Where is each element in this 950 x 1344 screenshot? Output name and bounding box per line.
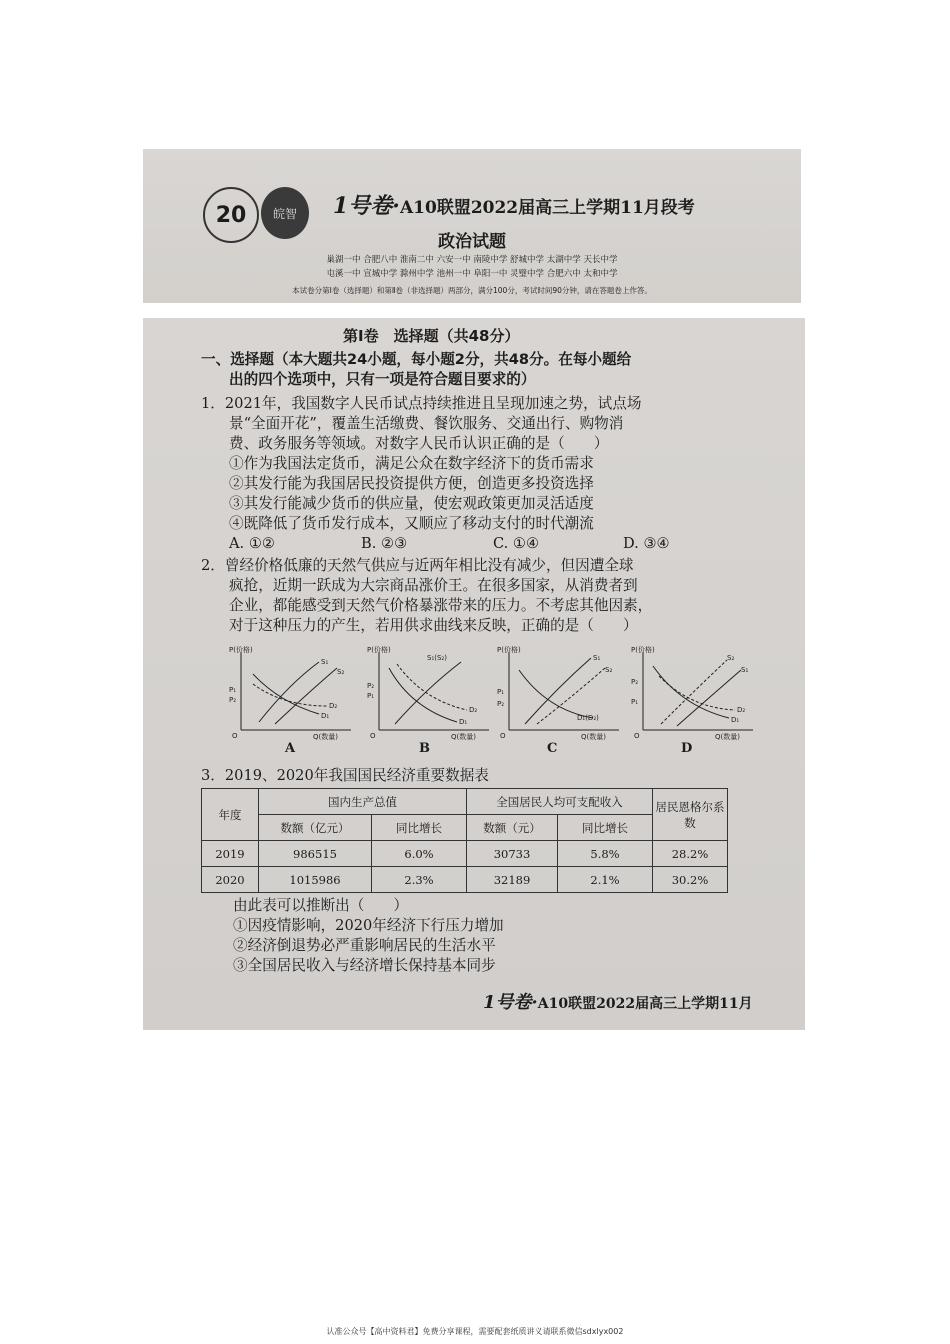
svg-text:D₁: D₁ <box>731 716 740 724</box>
svg-text:O: O <box>500 732 506 740</box>
svg-text:P₂: P₂ <box>229 696 237 704</box>
col-gdp-growth: 同比增长 <box>372 815 467 841</box>
q3-option-2: ②经济倒退势必严重影响居民的生活水平 <box>233 937 496 954</box>
svg-text:O: O <box>370 732 376 740</box>
economic-data-table <box>201 788 728 893</box>
q1-option-1: ①作为我国法定货币，满足公众在数字经济下的货币需求 <box>229 455 594 472</box>
svg-text:P₂: P₂ <box>497 700 505 708</box>
col-year: 年度 <box>202 789 259 841</box>
svg-text:P₁: P₁ <box>229 686 237 694</box>
table-header-row <box>202 789 728 815</box>
body-photo <box>143 318 805 1030</box>
svg-text:S₁(S₂): S₁(S₂) <box>427 654 447 662</box>
table-row: 2019 986515 6.0% 30733 5.8% 28.2% <box>202 841 728 867</box>
q2-line-3: 企业，都能感受到天然气价格暴涨带来的压力。不考虑其他因素， <box>229 597 653 614</box>
svg-text:D₁: D₁ <box>459 718 468 726</box>
svg-text:P(价格): P(价格) <box>497 646 521 654</box>
q3-option-1: ①因疫情影响，2020年经济下行压力增加 <box>233 917 504 934</box>
svg-text:S₂: S₂ <box>727 654 735 662</box>
col-income-growth: 同比增长 <box>558 815 653 841</box>
section-title: 第Ⅰ卷 选择题（共48分） <box>343 327 520 345</box>
header-photo <box>143 149 801 303</box>
svg-text:P(价格): P(价格) <box>367 646 391 654</box>
q1-choice-b: B. ②③ <box>361 535 408 552</box>
svg-text:O: O <box>232 732 238 740</box>
q1-line-2: 景“全面开花”，覆盖生活缴费、餐饮服务、交通出行、购物消 <box>229 415 624 432</box>
svg-text:Q(数量): Q(数量) <box>313 733 338 740</box>
svg-text:O: O <box>634 732 640 740</box>
svg-text:D₁: D₁ <box>321 712 330 720</box>
q1-choice-c: C. ①④ <box>493 535 540 552</box>
header-brand: 1号卷·A10联盟2022届高三上学期11月段考 <box>333 193 695 219</box>
svg-text:Q(数量): Q(数量) <box>581 733 606 740</box>
svg-text:D₁(D₂): D₁(D₂) <box>577 714 599 722</box>
schools-line-2: 屯溪一中 宣城中学 滁州中学 池州一中 阜阳一中 灵璧中学 合肥六中 太和中学 <box>326 269 618 279</box>
svg-text:P₁: P₁ <box>367 692 375 700</box>
q3-title: 3．2019、2020年我国国民经济重要数据表 <box>201 767 489 784</box>
svg-text:D₂: D₂ <box>329 702 338 710</box>
q1-option-3: ③其发行能减少货币的供应量，使宏观政策更加灵活适度 <box>229 495 594 512</box>
svg-text:Q(数量): Q(数量) <box>451 733 476 740</box>
supply-demand-graph-a <box>229 644 359 740</box>
q1-line-3: 费、政务服务等领域。对数字人民币认识正确的是（ ） <box>229 435 609 452</box>
svg-text:P(价格): P(价格) <box>631 646 655 654</box>
q2-line-1: 2．曾经价格低廉的天然气供应与近两年相比没有减少，但因遭全球 <box>201 557 634 574</box>
svg-text:P₂: P₂ <box>631 678 639 686</box>
graph-b-label: B <box>419 741 430 756</box>
svg-text:P(价格): P(价格) <box>229 646 253 654</box>
school-seal-icon: 皖智 <box>261 187 309 239</box>
svg-text:P₂: P₂ <box>367 682 375 690</box>
graph-d-label: D <box>681 741 693 756</box>
svg-text:P₁: P₁ <box>497 688 505 696</box>
exam-title: 政治试题 <box>438 232 506 252</box>
q1-option-4: ④既降低了货币发行成本，又顺应了移动支付的时代潮流 <box>229 515 594 532</box>
q1-option-2: ②其发行能为我国居民投资提供方便，创造更多投资选择 <box>229 475 594 492</box>
supply-demand-graph-b <box>367 644 497 740</box>
q2-line-4: 对于这种压力的产生，若用供求曲线来反映，正确的是（ ） <box>229 617 638 634</box>
table-subheader-row <box>202 815 728 841</box>
q2-line-2: 疯抢，近期一跃成为大宗商品涨价王。在很多国家，从消费者到 <box>229 577 638 594</box>
q1-choice-d: D. ③④ <box>623 535 670 552</box>
col-income-amount: 数额（元） <box>467 815 558 841</box>
supply-demand-graph-d <box>631 644 761 740</box>
svg-text:S₁: S₁ <box>741 666 749 674</box>
q1-choice-a: A. ①② <box>229 535 275 552</box>
col-engel: 居民恩格尔系数 <box>653 789 728 841</box>
col-income: 全国居民人均可支配收入 <box>467 789 653 815</box>
svg-text:P₁: P₁ <box>631 698 639 706</box>
q1-line-1: 1．2021年，我国数字人民币试点持续推进且呈现加速之势，试点场 <box>201 395 642 412</box>
svg-text:S₂: S₂ <box>605 666 613 674</box>
supply-demand-graph-c <box>497 644 627 740</box>
svg-text:Q(数量): Q(数量) <box>715 733 740 740</box>
col-gdp-amount: 数额（亿元） <box>259 815 372 841</box>
svg-text:S₁: S₁ <box>321 658 329 666</box>
page-footer: 认准公众号【高中资料君】免费分享课程，需要配套纸质讲义请联系微信sdxlyx002 <box>326 1327 624 1336</box>
svg-text:D₂: D₂ <box>469 706 478 714</box>
section-instructions-2: 出的四个选项中，只有一项是符合题目要求的） <box>229 371 536 388</box>
section-instructions-1: 一、选择题（本大题共24小题，每小题2分，共48分。在每小题给 <box>201 351 632 368</box>
col-gdp: 国内生产总值 <box>259 789 467 815</box>
exam-note: 本试卷分第Ⅰ卷（选择题）和第Ⅱ卷（非选择题）两部分，满分100分，考试时间90分钟，请在答题卷上作答。 <box>292 286 652 295</box>
bottom-brand: 1号卷·A10联盟2022届高三上学期11月 <box>483 992 753 1013</box>
svg-text:D₂: D₂ <box>737 706 746 714</box>
q3-lead: 由此表可以推断出（ ） <box>233 897 409 914</box>
alliance-logo-icon: 20 <box>203 187 259 243</box>
schools-line-1: 巢湖一中 合肥八中 淮南二中 六安一中 南陵中学 舒城中学 太湖中学 天长中学 <box>326 255 618 265</box>
svg-text:S₂: S₂ <box>337 668 345 676</box>
q3-option-3: ③全国居民收入与经济增长保持基本同步 <box>233 957 496 974</box>
table-row: 2020 1015986 2.3% 32189 2.1% 30.2% <box>202 867 728 893</box>
svg-text:S₁: S₁ <box>593 654 601 662</box>
graph-a-label: A <box>285 741 296 756</box>
graph-c-label: C <box>547 741 558 756</box>
